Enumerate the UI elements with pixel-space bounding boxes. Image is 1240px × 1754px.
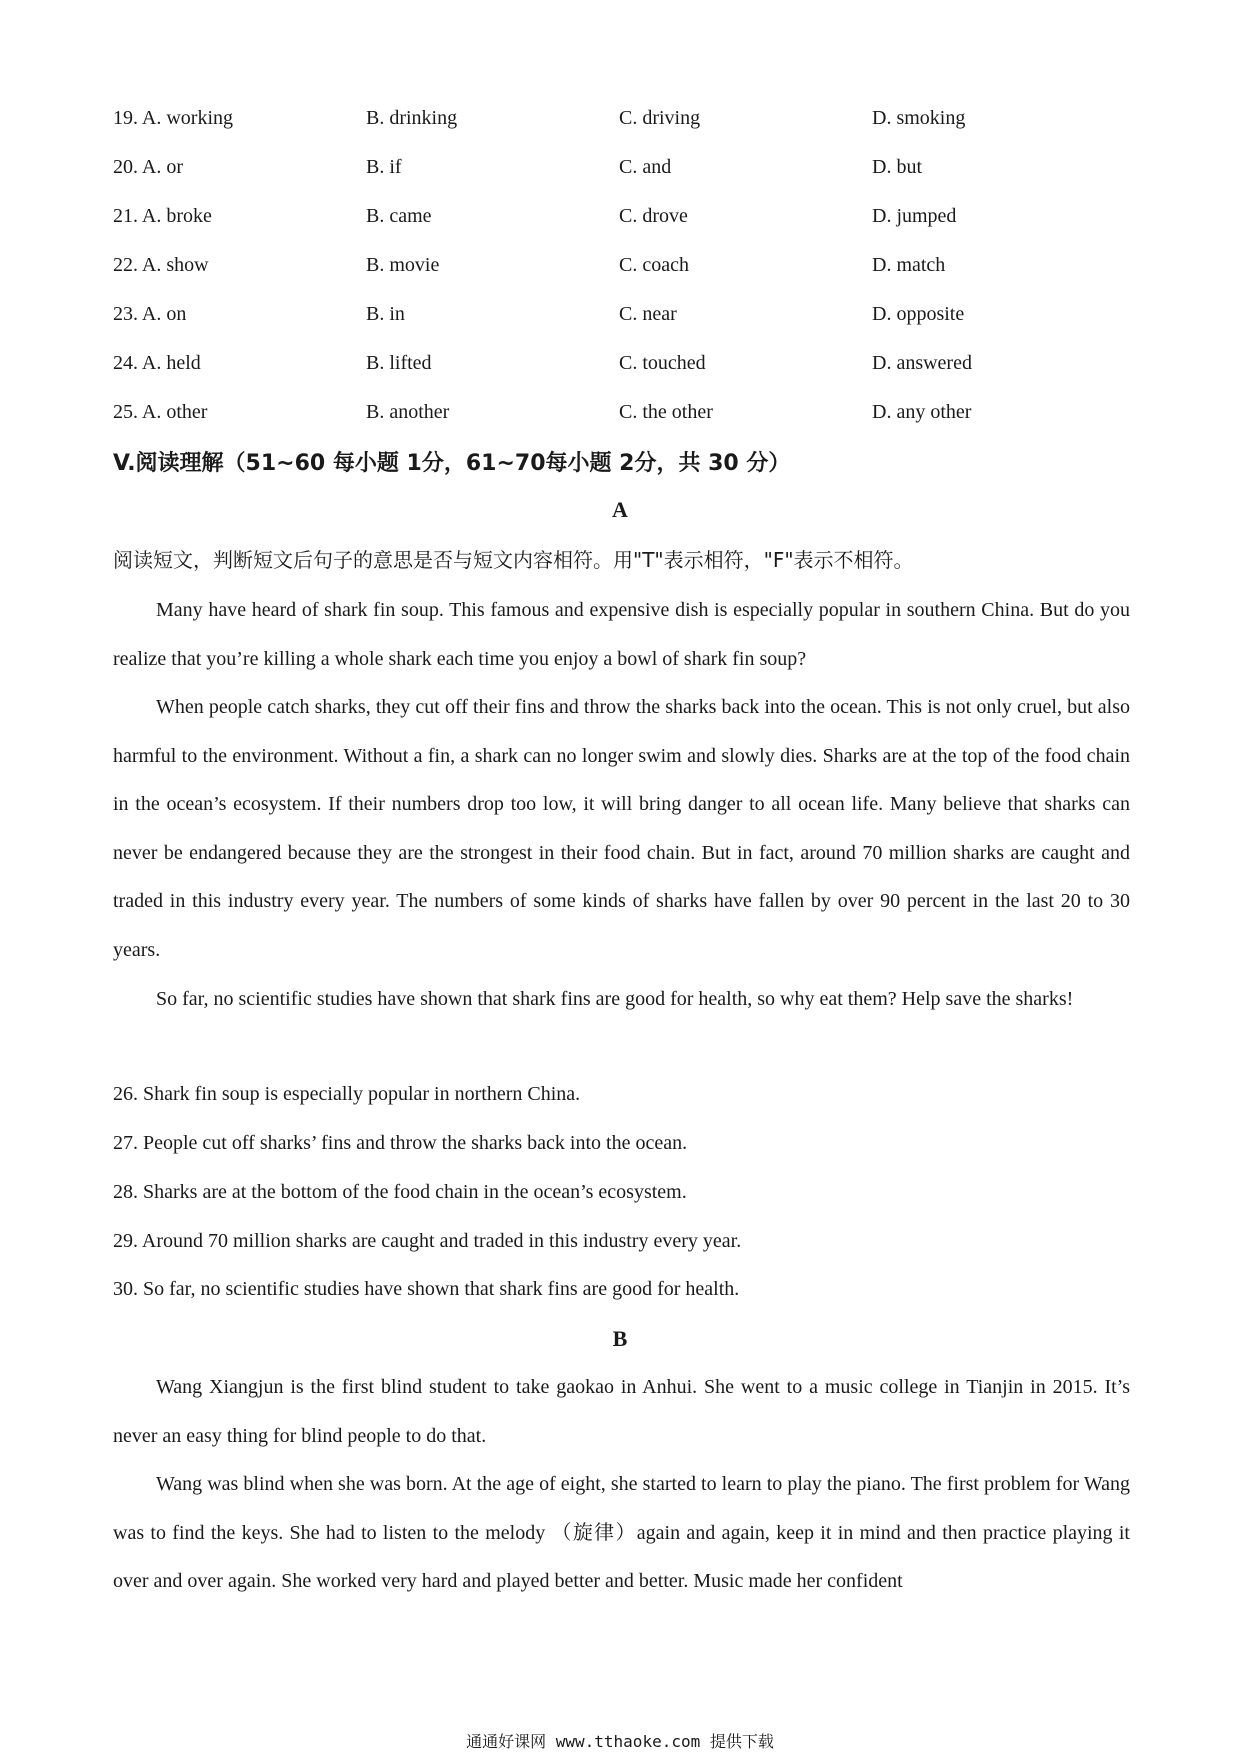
passage-b-paragraph-1: Wang Xiangjun is the first blind student to take gaokao in Anhui. She went to a music college in Tianjin in 2015. It’s never an easy thing for blind people to do that.	[113, 1376, 1130, 1447]
option-a: 19. A. working	[113, 107, 233, 129]
option-d: D. jumped	[872, 205, 957, 227]
option-d: D. smoking	[872, 107, 966, 129]
option-c: C. the other	[619, 401, 713, 423]
option-a: 23. A. on	[113, 303, 187, 325]
option-d: D. answered	[872, 352, 972, 374]
option-c: C. driving	[619, 107, 701, 129]
passage-a-paragraph-2: When people catch sharks, they cut off their fins and throw the sharks back into the ocean. This is not only cruel, but also harmful to the environment. Without a fin, a shark can no longer swim and slowly dies. Sharks are at the top of the food chain in the ocean’s ecosystem. If their numbers drop too low, it will bring danger to all ocean life. Many believe that sharks can never be endangered because they are the strongest in their food chain. But in fact, around 70 million sharks are caught and traded in this industry every year. The numbers of some kinds of sharks have fallen by over 90 percent in the last 20 to 30 years.	[113, 696, 1130, 961]
option-a: 21. A. broke	[113, 205, 212, 227]
options-row-19	[113, 107, 1133, 137]
option-b: B. movie	[366, 254, 440, 276]
section-title: V.阅读理解（51~60 每小题 1分，61~70每小题 2分，共 30 分）	[113, 451, 791, 476]
passage-a-paragraph-3: So far, no scientific studies have shown that shark fins are good for health, so why eat them? Help save the sharks!	[156, 988, 1074, 1010]
options-row-22	[113, 254, 1133, 284]
option-d: D. opposite	[872, 303, 965, 325]
options-row-23	[113, 303, 1133, 333]
option-b: B. another	[366, 401, 450, 423]
option-d: D. any other	[872, 401, 972, 423]
option-d: D. match	[872, 254, 946, 276]
option-b: B. lifted	[366, 352, 432, 374]
passage-a-heading: A	[612, 497, 628, 522]
passage-b-heading: B	[612, 1326, 628, 1351]
passage-a-paragraph-1: Many have heard of shark fin soup. This famous and expensive dish is especially popular in southern China. But do you realize that you’re killing a whole shark each time you enjoy a bowl of shark fin soup?	[113, 599, 1130, 670]
footer-watermark: 通通好课网 www.tthaoke.com 提供下载	[466, 1732, 774, 1751]
option-b: B. in	[366, 303, 405, 325]
option-a: 22. A. show	[113, 254, 209, 276]
option-c: C. near	[619, 303, 677, 325]
option-b: B. if	[366, 156, 402, 178]
question-29: 29. Around 70 million sharks are caught and traded in this industry every year.	[113, 1230, 742, 1252]
options-row-25	[113, 401, 1133, 431]
options-row-24	[113, 352, 1133, 382]
option-c: C. and	[619, 156, 672, 178]
option-a: 24. A. held	[113, 352, 201, 374]
option-a: 25. A. other	[113, 401, 208, 423]
question-27: 27. People cut off sharks’ fins and throw the sharks back into the ocean.	[113, 1132, 688, 1154]
option-c: C. coach	[619, 254, 689, 276]
question-26: 26. Shark fin soup is especially popular in northern China.	[113, 1083, 581, 1105]
option-d: D. but	[872, 156, 922, 178]
option-c: C. touched	[619, 352, 706, 374]
passage-b-paragraph-2: Wang was blind when she was born. At the age of eight, she started to learn to play the piano. The first problem for Wang was to find the keys. She had to listen to the melody （旋律）again and again, keep it in mind and then practice playing it over and over again. She worked very hard and played better and better. Music made her confident	[113, 1473, 1130, 1593]
option-c: C. drove	[619, 205, 688, 227]
question-30: 30. So far, no scientific studies have shown that shark fins are good for health.	[113, 1278, 740, 1300]
passage-a-instruction: 阅读短文，判断短文后句子的意思是否与短文内容相符。用"T"表示相符，"F"表示不相符。	[113, 548, 914, 572]
option-b: B. came	[366, 205, 432, 227]
option-a: 20. A. or	[113, 156, 183, 178]
option-b: B. drinking	[366, 107, 458, 129]
question-28: 28. Sharks are at the bottom of the food chain in the ocean’s ecosystem.	[113, 1181, 687, 1203]
options-row-21	[113, 205, 1133, 235]
options-row-20	[113, 156, 1133, 186]
